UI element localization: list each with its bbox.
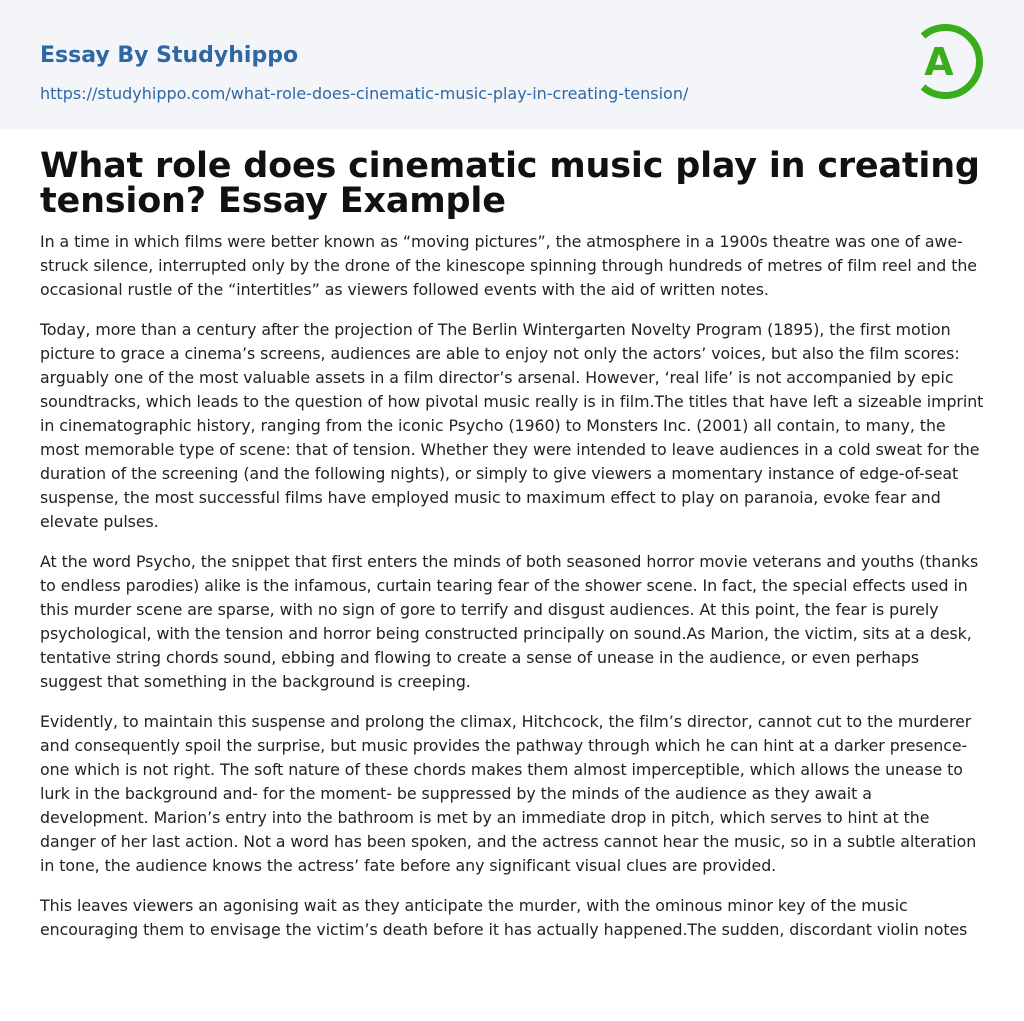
- studyhippo-logo-icon[interactable]: [914, 19, 986, 105]
- site-brand[interactable]: Essay By Studyhippo: [40, 43, 299, 68]
- paragraph: In a time in which films were better known as “moving pictures”, the atmosphere in a 1900s theatre was one of awe-struck silence, interrupted only by the drone of the kinescope spinning through hundreds of metres of film reel and the occasional rustle of the “intertitles” as viewers followed events with the aid of written notes.: [40, 232, 977, 299]
- paragraph: At the word Psycho, the snippet that first enters the minds of both seasoned horror movie veterans and youths (thanks to endless parodies) alike is the infamous, curtain tearing fear of the shower scene. In fact, the special effects used in this murder scene are sparse, with no sign of gore to terrify and disgust audiences. At this point, the fear is purely psychological, with the tension and horror being constructed principally on sound.As Marion, the victim, sits at a desk, tentative string chords sound, ebbing and flowing to create a sense of unease in the audience, or even perhaps suggest that something in the background is creeping.: [40, 552, 979, 691]
- page-title: What role does cinematic music play in creating tension? Essay Example: [40, 146, 980, 221]
- logo-letter: A: [924, 40, 954, 84]
- site-header: [0, 0, 1024, 129]
- page-url-link[interactable]: https://studyhippo.com/what-role-does-cinematic-music-play-in-creating-tension/: [40, 84, 689, 103]
- paragraph: Evidently, to maintain this suspense and prolong the climax, Hitchcock, the film’s director, cannot cut to the murderer and consequently spoil the surprise, but music provides the pathway through which he can hint at a darker presence- one which is not right. The soft nature of these chords makes them almost imperceptible, which allows the unease to lurk in the background and- for the moment- be suppressed by the minds of the audience as they await a development. Marion’s entry into the bathroom is met by an immediate drop in pitch, which serves to hint at the danger of her last action. Not a word has been spoken, and the actress cannot hear the music, so in a subtle alteration in tone, the audience knows the actress’ fate before any significant visual clues are provided.: [40, 712, 977, 875]
- article-body: [40, 230, 984, 942]
- paragraph: This leaves viewers an agonising wait as they anticipate the murder, with the ominous minor key of the music encouraging them to envisage the victim’s death before it has actually happened.The sudden, discordant violin notes: [40, 896, 968, 939]
- logo-graphic: [914, 19, 986, 105]
- paragraph: Today, more than a century after the projection of The Berlin Wintergarten Novelty Program (1895), the first motion picture to grace a cinema’s screens, audiences are able to enjoy not only the actors’ voices, but also the film scores: arguably one of the most valuable assets in a film director’s arsenal. However, ‘real life’ is not accompanied by epic soundtracks, which leads to the question of how pivotal music really is in film.The titles that have left a sizeable imprint in cinematographic history, ranging from the iconic Psycho (1960) to Monsters Inc. (2001) all contain, to many, the most memorable type of scene: that of tension. Whether they were intended to leave audiences in a cold sweat for the duration of the screening (and the following nights), or simply to give viewers a momentary instance of edge-of-seat suspense, the most successful films have employed music to maximum effect to play on paranoia, evoke fear and elevate pulses.: [40, 320, 984, 531]
